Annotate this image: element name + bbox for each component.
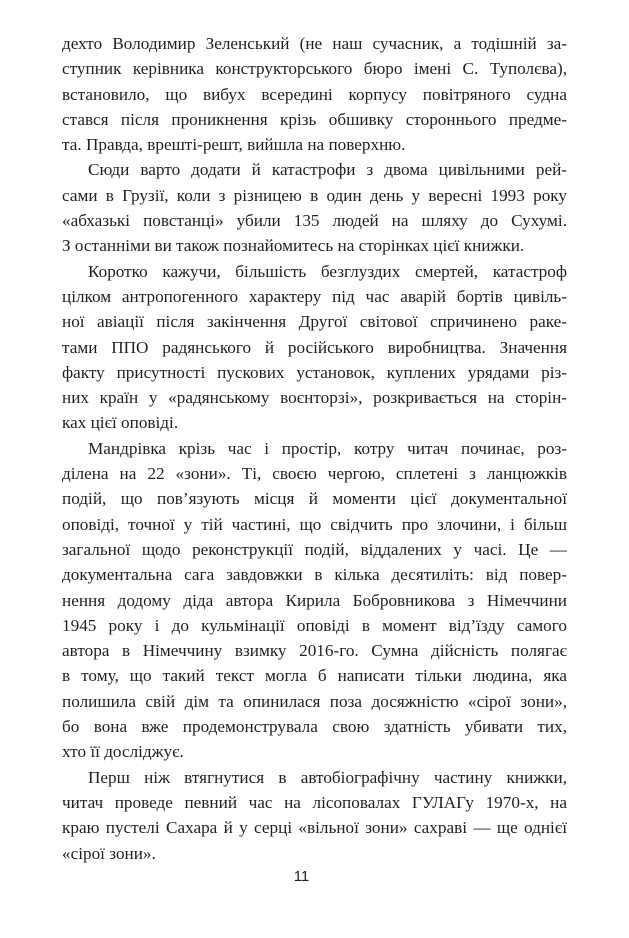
text-line: оповіді, точної у тій частині, що свідчить про злочини, і більш xyxy=(62,514,567,534)
text-line: сами в Грузії, коли з різницею в один день у вересні 1993 року xyxy=(62,185,567,205)
text-line: них країн у «радянському воєнторзі», розкривається на сторін- xyxy=(62,388,567,408)
text-line: та. Правда, врешті-решт, вийшла на поверхню. xyxy=(62,135,406,155)
paragraph xyxy=(62,259,567,436)
text-line: хто її досліджує. xyxy=(62,742,184,762)
text-line: встановило, що вибух всередині корпусу повітряного судна xyxy=(62,84,567,104)
text-line: документальна сага завдовжки в кілька десятиліть: від повер- xyxy=(62,565,567,585)
text-line: читач проведе певний час на лісоповалах ГУЛАГу 1970-х, на xyxy=(62,792,567,812)
text-line: загальної щодо реконструкції подій, віддалених у часі. Це — xyxy=(62,539,567,559)
text-line: стався після проникнення крізь обшивку стороннього предме- xyxy=(62,109,567,129)
text-line: «абхазькі повстанці» убили 135 людей на шляху до Сухумі. xyxy=(62,211,567,231)
text-line: Коротко кажучи, більшість безглуздих смертей, катастроф xyxy=(88,261,567,281)
text-line: факту присутності пускових установок, куплених урядами різ- xyxy=(62,362,567,382)
paragraph xyxy=(62,436,567,765)
paragraph xyxy=(62,157,567,258)
text-line: краю пустелі Сахара й у серці «вільної зони» сахраві — ще однієї xyxy=(62,818,567,838)
text-line: цілком антропогенного характеру під час аварій бортів цивіль- xyxy=(62,286,567,306)
text-line: Сюди варто додати й катастрофи з двома цивільними рей- xyxy=(88,160,567,180)
text-line: дехто Володимир Зеленський (не наш сучасник, а тодішній за- xyxy=(62,34,567,53)
paragraph xyxy=(62,765,567,866)
text-line: бо вона вже продемонструвала свою здатність убивати тих, xyxy=(62,717,567,737)
text-line: ках цієї оповіді. xyxy=(62,413,179,433)
text-line: ступник керівника конструкторського бюро імені С. Туполєва), xyxy=(62,59,567,79)
text-line: в тому, що такий текст могла б написати тільки людина, яка xyxy=(62,666,567,686)
text-line: ної авіації після закінчення Другої світової спричинено раке- xyxy=(62,312,567,332)
text-line: нення додому діда автора Кирила Бобровникова з Німеччини xyxy=(62,590,567,610)
body-text xyxy=(62,31,567,866)
text-line: подій, що пов’язують місця й моменти цієї документальної xyxy=(62,489,567,509)
text-line: 1945 року і до кульмінації оповіді в момент від’їзду самого xyxy=(62,615,567,635)
paragraph xyxy=(62,31,567,157)
text-line: ділена на 22 «зони». Ті, своєю чергою, сплетені з ланцюжків xyxy=(62,464,567,484)
text-line: З останніми ви також познайомитесь на сторінках цієї книжки. xyxy=(62,236,525,256)
text-line: «сірої зони». xyxy=(62,843,156,863)
text-line: Перш ніж втягнутися в автобіографічну частину книжки, xyxy=(88,767,567,787)
page-number: 11 xyxy=(293,868,310,885)
text-line: Мандрівка крізь час і простір, котру читач починає, роз- xyxy=(88,438,567,458)
text-line: полишила свій дім та опинилася поза досяжністю «сірої зони», xyxy=(62,691,567,711)
text-line: тами ППО радянського й російського виробництва. Значення xyxy=(62,337,567,357)
text-line: автора в Німеччину взимку 2016-го. Сумна дійсність полягає xyxy=(62,641,567,661)
